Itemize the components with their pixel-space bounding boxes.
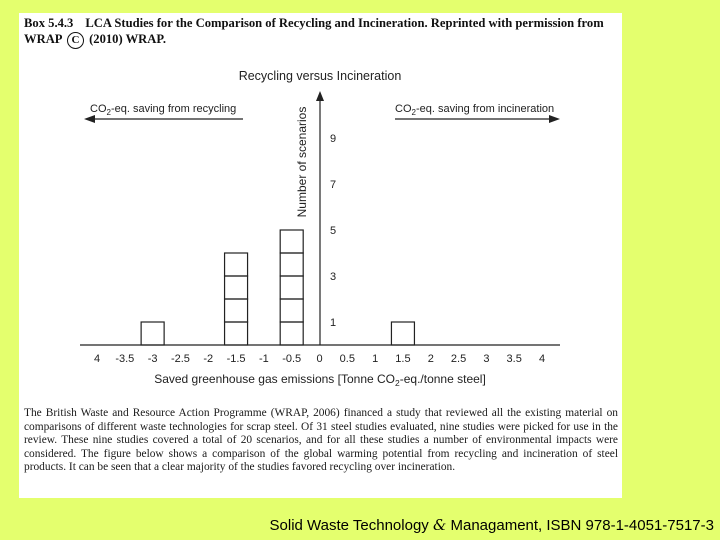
bar-unit	[225, 322, 248, 345]
x-tick-label: 2.5	[450, 353, 467, 365]
x-tick-label: 0	[316, 353, 323, 365]
bar-unit	[225, 253, 248, 276]
box-title-source: WRAP	[24, 32, 62, 46]
bar-unit	[391, 322, 414, 345]
bar-unit	[141, 322, 164, 345]
x-tick-label: 0.5	[339, 353, 355, 365]
box-title: LCA Studies for the Comparison of Recycling and Incineration. Reprinted with permission from	[85, 16, 604, 30]
bar-unit	[280, 276, 303, 299]
left-arrowhead-icon	[84, 115, 95, 123]
histogram-bars	[141, 230, 414, 345]
y-tick-label: 7	[329, 179, 337, 191]
chart-title: Recycling versus Incineration	[238, 69, 402, 83]
box-number: Box 5.4.3	[24, 16, 74, 30]
y-axis-label: Number of scenarios	[295, 106, 309, 218]
box-title-year: (2010) WRAP.	[89, 32, 167, 46]
x-tick-label: 4	[538, 353, 546, 365]
x-tick-label: -2.5	[170, 353, 190, 365]
left-direction-annotation	[84, 103, 243, 123]
x-tick-label: 1.5	[395, 353, 411, 365]
y-tick-label: 9	[329, 133, 337, 145]
bar-unit	[225, 299, 248, 322]
x-tick-label: -3.5	[115, 353, 135, 365]
right-arrowhead-icon	[549, 115, 560, 123]
y-tick-label: 5	[329, 225, 337, 237]
bar-unit	[280, 322, 303, 345]
bar-unit	[225, 276, 248, 299]
y-tick-label: 3	[329, 271, 337, 283]
y-tick-labels	[330, 133, 336, 329]
right-direction-annotation	[395, 103, 560, 123]
x-tick-label: -2	[203, 353, 214, 365]
x-tick-label: -3	[147, 353, 158, 365]
x-tick-label: -1.5	[226, 353, 246, 365]
right-arrow-label: $CO_2-eq$. saving from incineration	[395, 103, 555, 117]
x-tick-label: 2	[427, 353, 434, 365]
x-tick-label: 4	[93, 353, 101, 365]
y-tick-label: 1	[329, 317, 337, 329]
y-axis-arrowhead-icon	[316, 91, 324, 101]
x-tick-label: 1	[372, 353, 379, 365]
x-tick-label: -0.5	[282, 353, 302, 365]
x-axis-label: Saved greenhouse gas emissions [Tonne $CO_2-eq$./tonne steel]	[154, 372, 486, 388]
footer-citation: Solid Waste Technology & Managament, ISBN 978-1-4051-7517-3	[269, 516, 714, 534]
x-tick-labels	[94, 353, 545, 365]
x-tick-label: -1	[258, 353, 269, 365]
x-tick-label: 3	[483, 353, 490, 365]
bar-unit	[280, 299, 303, 322]
bar-unit	[280, 253, 303, 276]
copyright-icon: C	[67, 32, 84, 49]
x-tick-label: 3.5	[506, 353, 522, 365]
figure-caption: The British Waste and Resource Action Programme (WRAP, 2006) financed a study that reviewed all the existing material on comparisons of different waste technologies for scrap steel. Of 31 steel studies evaluated, nine studies were picked for use in the review. These nine studies covered a total of 20 scenarios, and for all these studies a number of environmental impacts were considered. The figure below shows a comparison of the global warming potential from recycling and incineration of steel products. It can be seen that a clear majority of the studies favored recycling over incineration.	[24, 407, 618, 474]
left-arrow-label: $CO_2-eq$. saving from recycling	[90, 103, 237, 117]
bar-unit	[280, 230, 303, 253]
